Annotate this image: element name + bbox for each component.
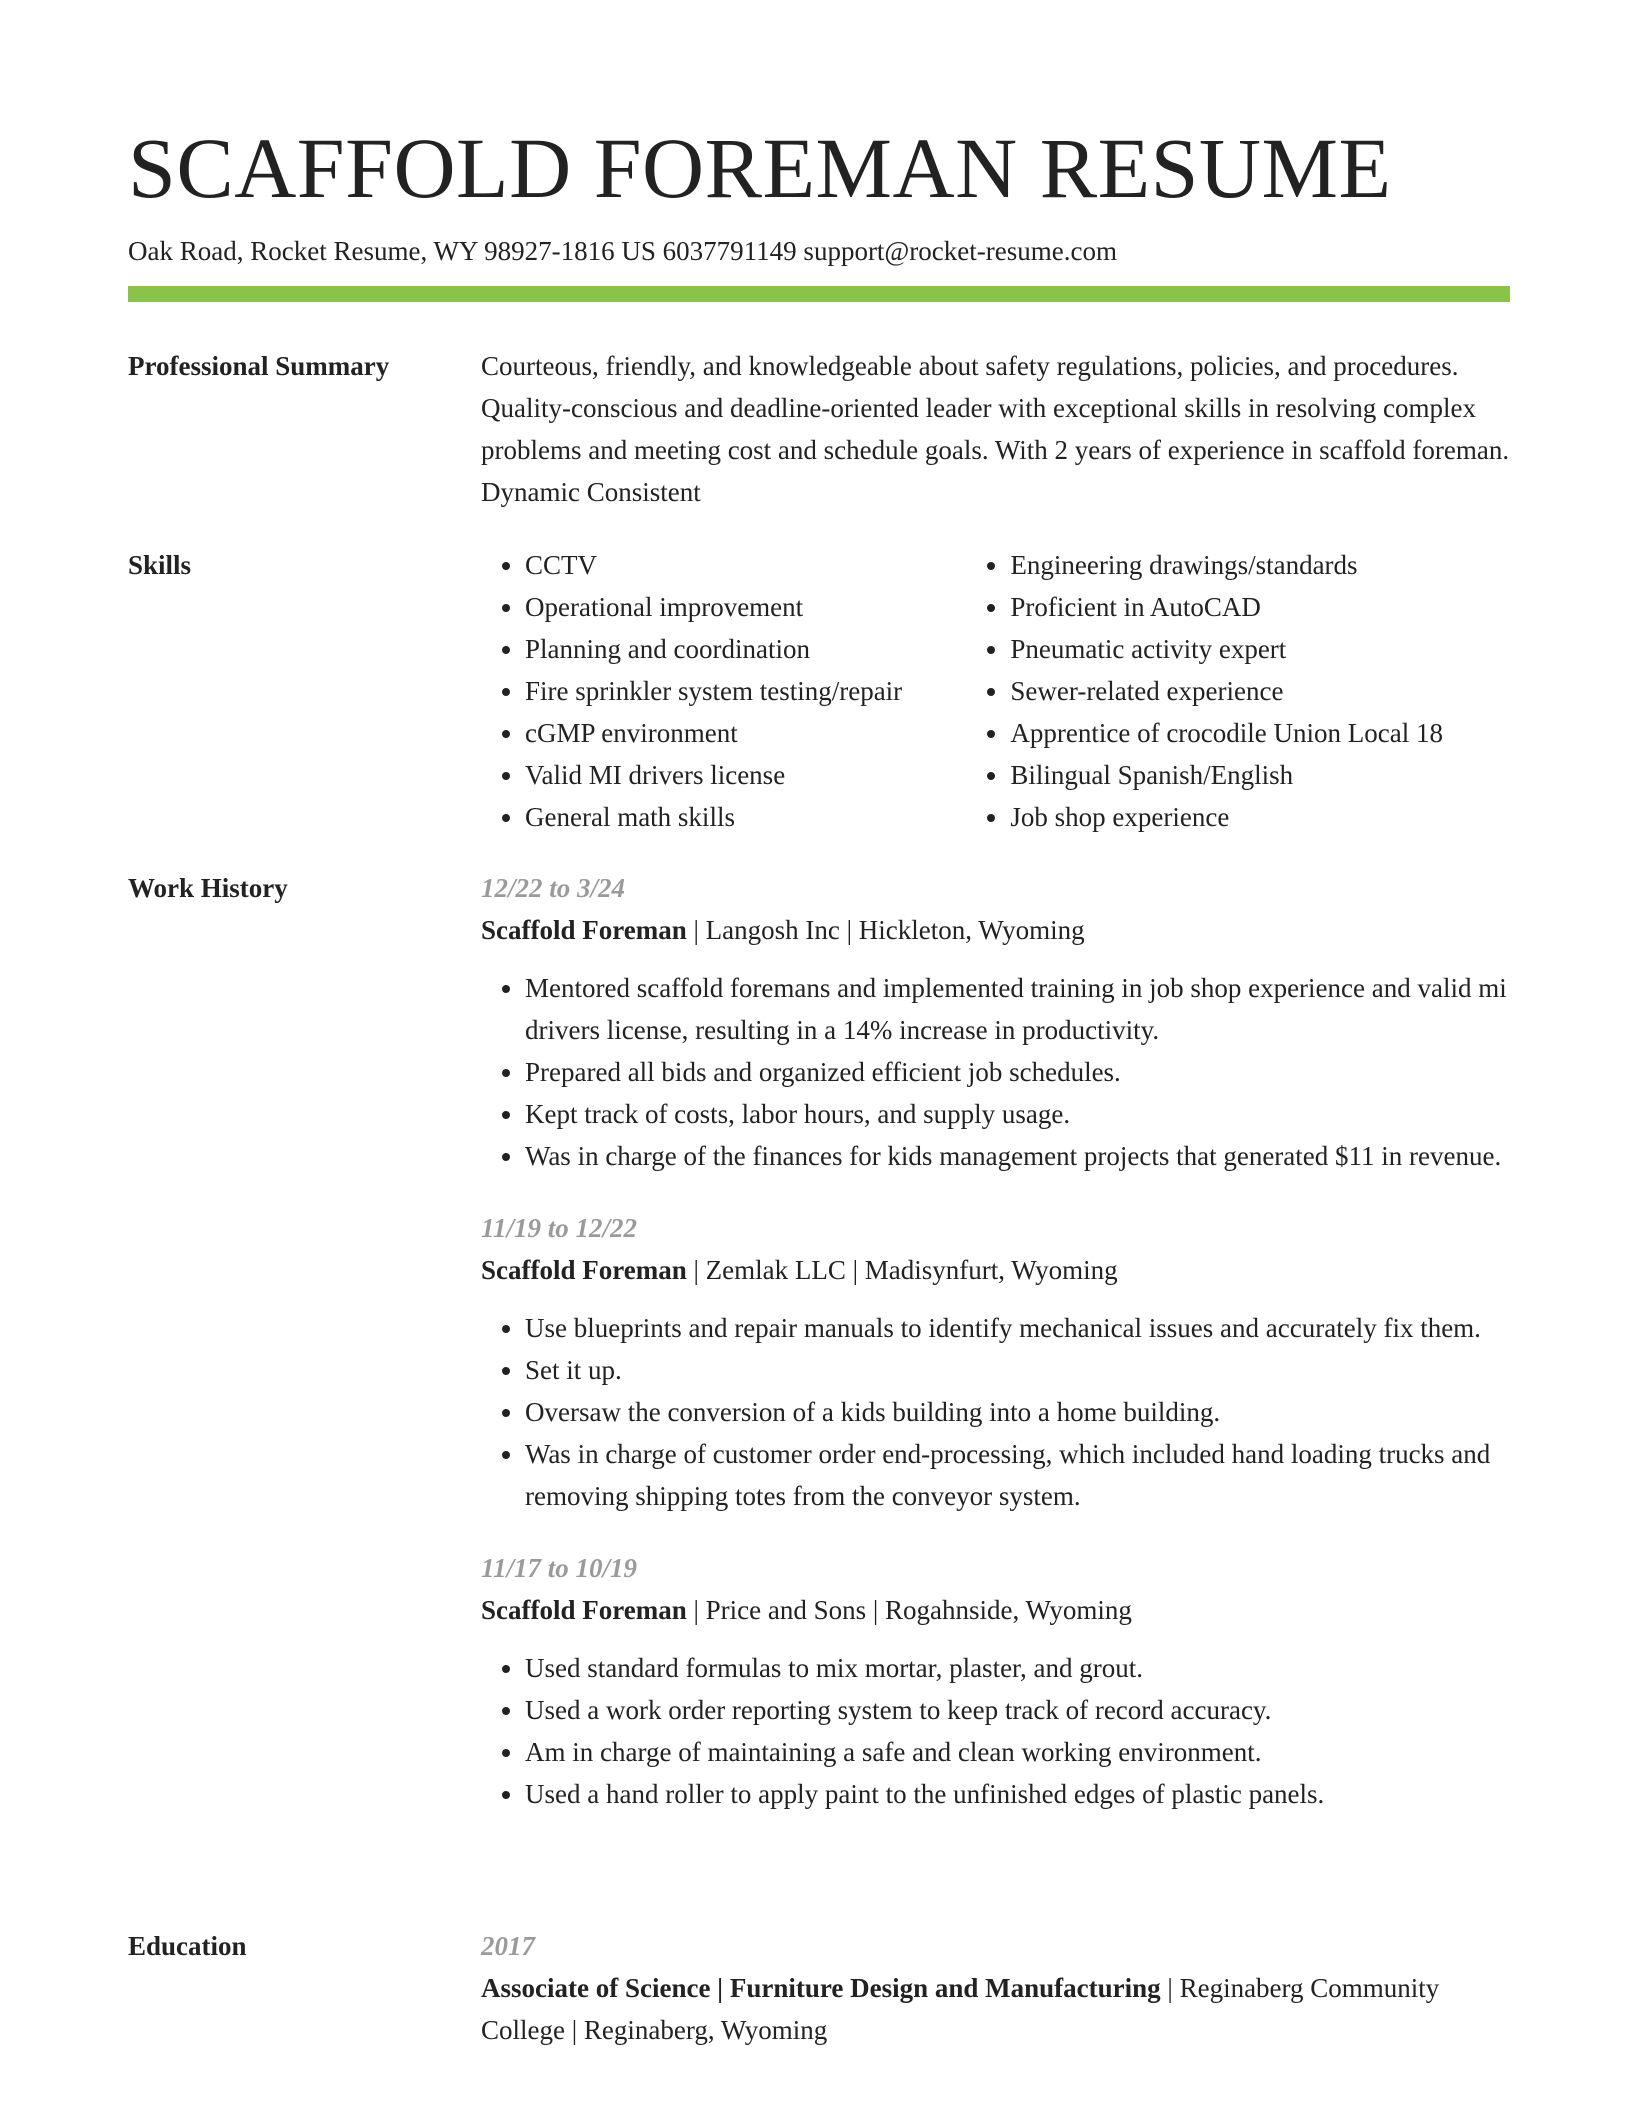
job-bullet: • Oversaw the conversion of a kids building into a home building. xyxy=(525,1391,1511,1433)
job-bullets xyxy=(481,1647,1511,1815)
job-bullets xyxy=(481,967,1511,1177)
job-bullets xyxy=(481,1307,1511,1517)
skills-list-left xyxy=(481,544,966,838)
skill-item: • Proficient in AutoCAD xyxy=(1010,586,1511,628)
summary-text: Courteous, friendly, and knowledgeable about safety regulations, policies, and procedures. Quality-conscious and deadline-oriented leader with exceptional skills in resolving complex problems and meeting cost and schedule goals. With 2 years of experience in scaffold foreman. Dynamic Consistent xyxy=(481,351,1510,507)
job-details: | Zemlak LLC | Madisynfurt, Wyoming xyxy=(686,1255,1118,1285)
job-bullet: • Was in charge of customer order end-processing, which included hand loading trucks and removing shipping totes from the conveyor system. xyxy=(525,1433,1511,1517)
job-entry xyxy=(481,1207,1511,1517)
skill-item: • Pneumatic activity expert xyxy=(1010,628,1511,670)
job-bullet: • Use blueprints and repair manuals to identify mechanical issues and accurately fix them. xyxy=(525,1307,1511,1349)
skills-list-right xyxy=(966,544,1511,838)
job-title: Scaffold Foreman xyxy=(481,1255,687,1285)
skill-item: • Valid MI drivers license xyxy=(525,754,966,796)
job-heading xyxy=(481,1249,1511,1291)
skills-label: Skills xyxy=(128,550,192,580)
education-line xyxy=(481,1967,1511,2051)
resume-title: SCAFFOLD FOREMAN RESUME xyxy=(128,120,1392,216)
job-details: | Price and Sons | Rogahnside, Wyoming xyxy=(686,1595,1132,1625)
summary-label: Professional Summary xyxy=(128,351,390,381)
job-dates: 12/22 to 3/24 xyxy=(481,873,626,903)
education-body xyxy=(481,1925,1511,2051)
job-bullet: • Used a work order reporting system to keep track of record accuracy. xyxy=(525,1689,1511,1731)
job-bullet: • Was in charge of the finances for kids management projects that generated $11 in revenue. xyxy=(525,1135,1511,1177)
education-degree: Associate of Science | Furniture Design and Manufacturing xyxy=(481,1973,1161,2003)
education-dates: 2017 xyxy=(481,1931,535,1961)
job-title: Scaffold Foreman xyxy=(481,1595,687,1625)
job-heading xyxy=(481,909,1511,951)
job-bullet: • Prepared all bids and organized efficient job schedules. xyxy=(525,1051,1511,1093)
skills-body xyxy=(481,544,1511,838)
skill-item: • Planning and coordination xyxy=(525,628,966,670)
skill-item: • cGMP environment xyxy=(525,712,966,754)
job-bullet: • Used a hand roller to apply paint to the unfinished edges of plastic panels. xyxy=(525,1773,1511,1815)
job-dates: 11/19 to 12/22 xyxy=(481,1213,638,1243)
job-entry xyxy=(481,1547,1511,1815)
job-dates: 11/17 to 10/19 xyxy=(481,1553,638,1583)
skill-item: • Job shop experience xyxy=(1010,796,1511,838)
skill-item: • Fire sprinkler system testing/repair xyxy=(525,670,966,712)
skill-item: • Sewer-related experience xyxy=(1010,670,1511,712)
summary-body xyxy=(481,345,1511,513)
job-bullet: • Mentored scaffold foremans and implemented training in job shop experience and valid mi drivers license, resulting in a 14% increase in productivity. xyxy=(525,967,1511,1051)
work-history-body xyxy=(481,867,1511,1845)
job-bullet: • Set it up. xyxy=(525,1349,1511,1391)
job-bullet: • Used standard formulas to mix mortar, plaster, and grout. xyxy=(525,1647,1511,1689)
skill-item: • Engineering drawings/standards xyxy=(1010,544,1511,586)
job-bullet: • Kept track of costs, labor hours, and supply usage. xyxy=(525,1093,1511,1135)
skill-item: • CCTV xyxy=(525,544,966,586)
job-heading xyxy=(481,1589,1511,1631)
work-history-label: Work History xyxy=(128,873,288,903)
job-bullet: • Am in charge of maintaining a safe and clean working environment. xyxy=(525,1731,1511,1773)
education-label: Education xyxy=(128,1931,247,1961)
accent-divider xyxy=(128,286,1510,302)
skill-item: • Apprentice of crocodile Union Local 18 xyxy=(1010,712,1511,754)
education-details: | Reginaberg Community College | Reginaberg, Wyoming xyxy=(481,1973,1440,2045)
skill-item: • General math skills xyxy=(525,796,966,838)
skill-item: • Operational improvement xyxy=(525,586,966,628)
job-details: | Langosh Inc | Hickleton, Wyoming xyxy=(686,915,1085,945)
job-entry xyxy=(481,867,1511,1177)
job-title: Scaffold Foreman xyxy=(481,915,687,945)
contact-line: Oak Road, Rocket Resume, WY 98927-1816 US 6037791149 support@rocket-resume.com xyxy=(128,236,1117,266)
skill-item: • Bilingual Spanish/English xyxy=(1010,754,1511,796)
